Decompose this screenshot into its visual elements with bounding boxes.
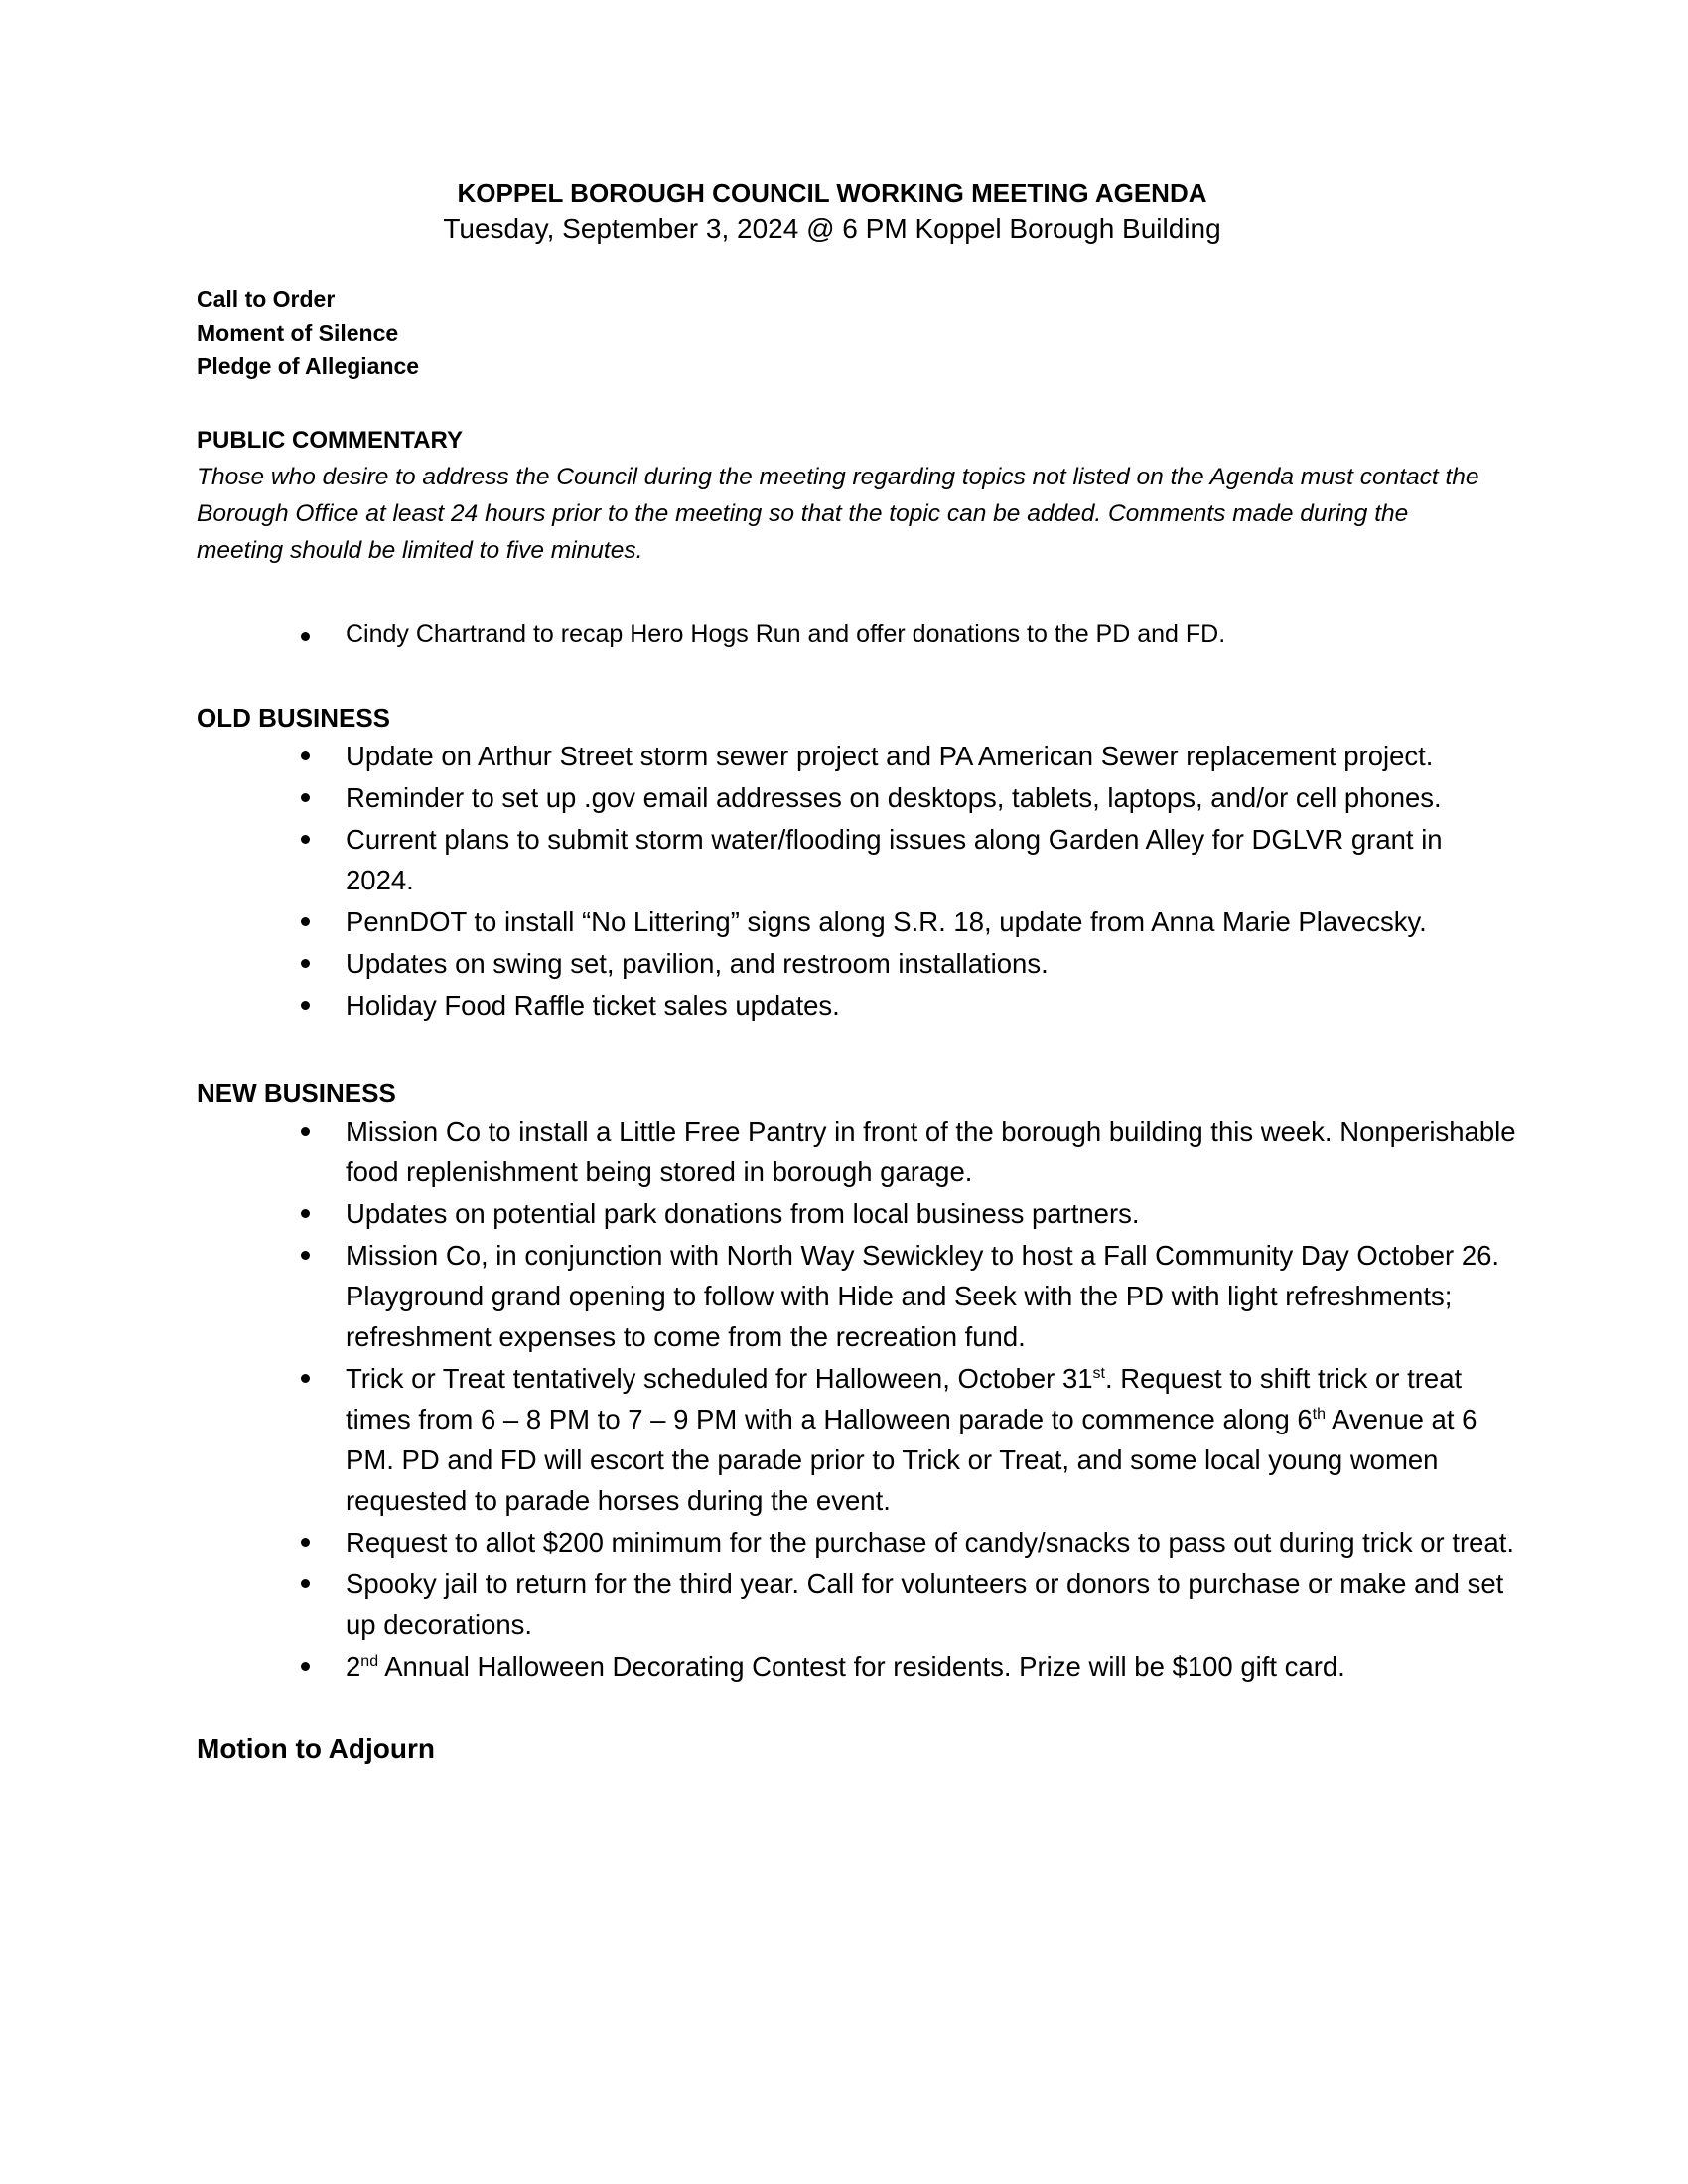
list-item: Spooky jail to return for the third year. Call for volunteers or donors to purchase or make and set up decorations. bbox=[346, 1564, 1517, 1645]
old-business-list bbox=[197, 736, 1507, 1025]
list-item bbox=[346, 1646, 1517, 1687]
call-to-order: Call to Order bbox=[197, 286, 336, 312]
ordinal-suffix: nd bbox=[360, 1652, 379, 1670]
ordinal-suffix: st bbox=[1092, 1364, 1105, 1382]
ordinal-suffix: th bbox=[1312, 1405, 1327, 1423]
list-item: Request to allot $200 minimum for the purchase of candy/snacks to pass out during trick or treat. bbox=[346, 1522, 1517, 1563]
agenda-title: KOPPEL BOROUGH COUNCIL WORKING MEETING AGENDA bbox=[457, 178, 1207, 207]
item-text: 2 bbox=[346, 1651, 361, 1682]
list-item: Update on Arthur Street storm sewer project and PA American Sewer replacement project. bbox=[346, 736, 1517, 776]
public-commentary-list bbox=[197, 616, 1507, 652]
old-business-heading: OLD BUSINESS bbox=[197, 703, 391, 733]
agenda-page bbox=[197, 175, 1516, 1768]
list-item: Current plans to submit storm water/flooding issues along Garden Alley for DGLVR grant in 2024. bbox=[346, 819, 1517, 900]
list-item: Updates on potential park donations from local business partners. bbox=[346, 1193, 1517, 1234]
agenda-subtitle: Tuesday, September 3, 2024 @ 6 PM Koppel Borough Building bbox=[443, 213, 1221, 244]
list-item: Mission Co to install a Little Free Pantry in front of the borough building this week. Nonperishable food replenishment being stored in borough garage. bbox=[346, 1111, 1517, 1192]
list-item bbox=[346, 1358, 1517, 1521]
list-item: Updates on swing set, pavilion, and restroom installations. bbox=[346, 943, 1517, 984]
new-business-heading: NEW BUSINESS bbox=[197, 1078, 396, 1108]
item-text: Trick or Treat tentatively scheduled for Halloween, October 31 bbox=[346, 1363, 1093, 1394]
list-item: Reminder to set up .gov email addresses on desktops, tablets, laptops, and/or cell phones. bbox=[346, 777, 1517, 818]
item-text: . Request to shift trick or treat times from 6 – 8 PM to 7 – 9 PM with a Halloween parade to commence along 6 bbox=[346, 1363, 1463, 1434]
list-item: PennDOT to install “No Littering” signs along S.R. 18, update from Anna Marie Plavecsky. bbox=[346, 901, 1517, 942]
motion-to-adjourn: Motion to Adjourn bbox=[197, 1733, 435, 1764]
public-commentary-intro: Those who desire to address the Council during the meeting regarding topics not listed on the Agenda must contact the Borough Office at least 24 hours prior to the meeting so that the topic can be added. Comments made during the meeting should be limited to five minutes. bbox=[197, 464, 1479, 564]
item-text: Avenue at 6 PM. PD and FD will escort the parade prior to Trick or Treat, and some local young women requested to parade horses during the event. bbox=[346, 1404, 1477, 1516]
list-item: Mission Co, in conjunction with North Way Sewickley to host a Fall Community Day October 26. Playground grand opening to follow with Hide and Seek with the PD with light refreshments; refreshment expenses to come from the recreation fund. bbox=[346, 1235, 1517, 1357]
moment-of-silence: Moment of Silence bbox=[197, 320, 399, 345]
public-commentary-heading: PUBLIC COMMENTARY bbox=[197, 427, 463, 454]
list-item: Cindy Chartrand to recap Hero Hogs Run and offer donations to the PD and FD. bbox=[346, 616, 1517, 652]
item-text: Annual Halloween Decorating Contest for residents. Prize will be $100 gift card. bbox=[378, 1651, 1345, 1682]
list-item: Holiday Food Raffle ticket sales updates. bbox=[346, 985, 1517, 1025]
opening-items bbox=[197, 282, 1507, 383]
pledge-of-allegiance: Pledge of Allegiance bbox=[197, 353, 420, 379]
new-business-list bbox=[197, 1111, 1516, 1687]
